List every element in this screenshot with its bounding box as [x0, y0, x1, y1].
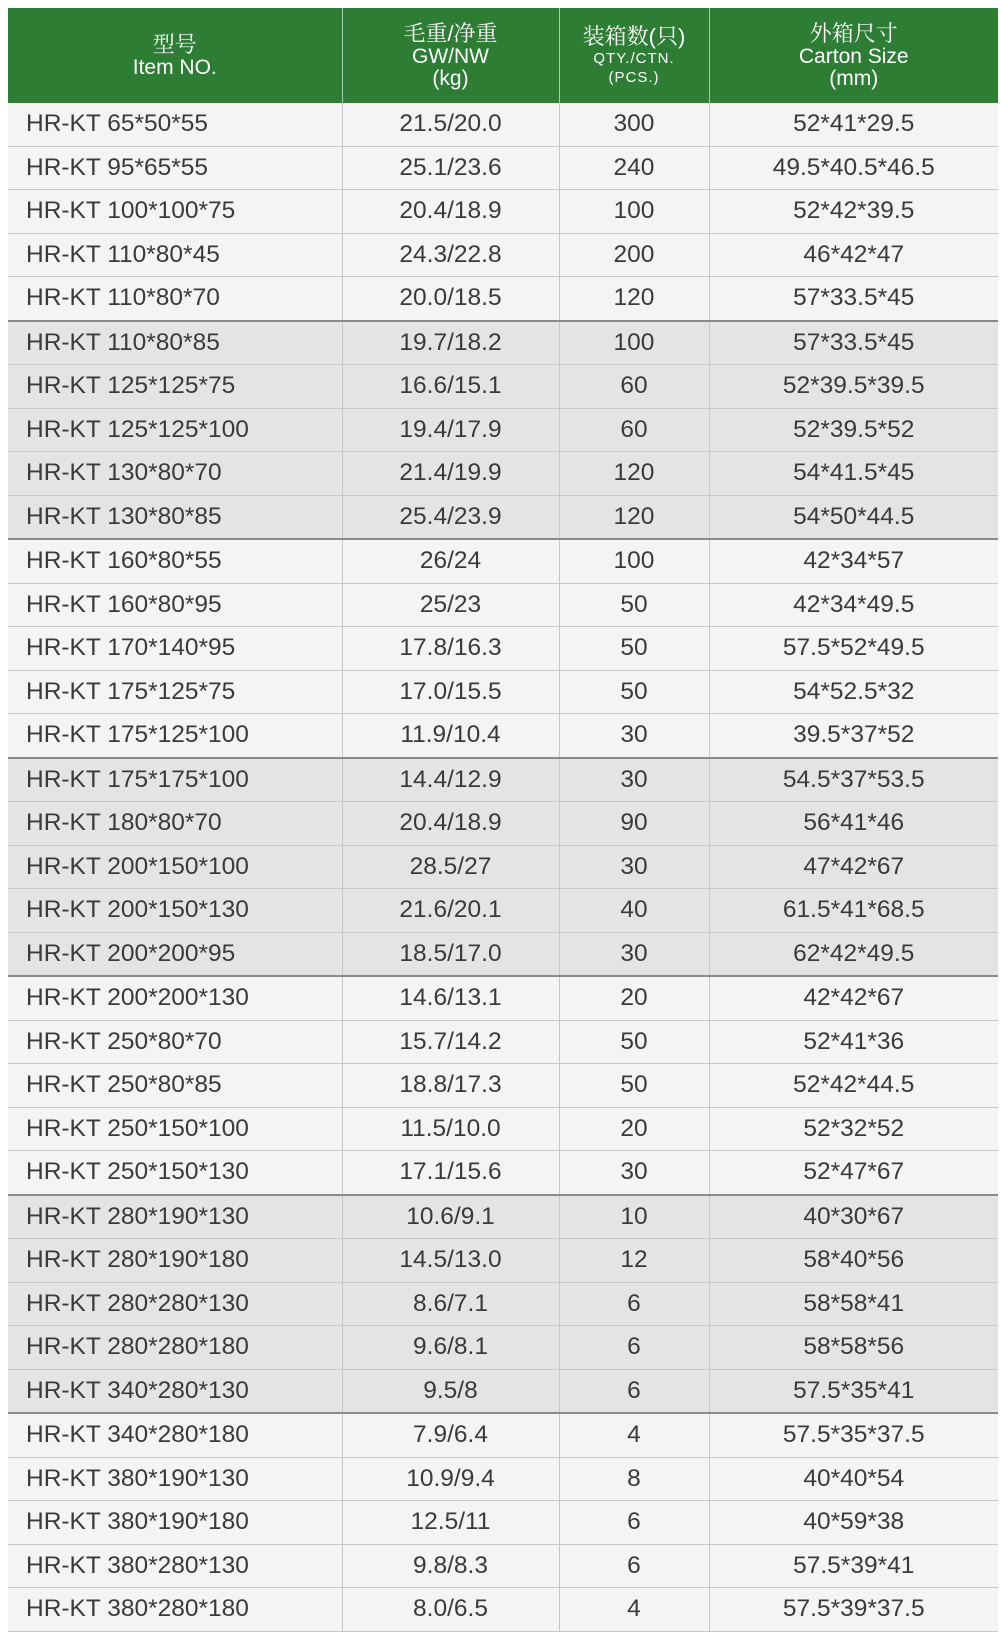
weight-cell: 14.5/13.0 — [342, 1239, 559, 1283]
item-no-cell: HR-KT 380*280*180 — [8, 1588, 342, 1632]
carton-size-cell: 52*39.5*39.5 — [709, 365, 998, 409]
table-row — [8, 1107, 998, 1151]
quantity-cell: 40 — [559, 889, 709, 933]
carton-size-cell: 49.5*40.5*46.5 — [709, 146, 998, 190]
table-row — [8, 714, 998, 758]
carton-spec-sheet — [8, 8, 998, 1632]
item-no-cell: HR-KT 250*150*100 — [8, 1107, 342, 1151]
item-no-cell: HR-KT 250*150*130 — [8, 1151, 342, 1195]
item-no-cell: HR-KT 175*125*100 — [8, 714, 342, 758]
table-row — [8, 277, 998, 321]
carton-size-cell: 57.5*39*37.5 — [709, 1588, 998, 1632]
quantity-cell: 60 — [559, 365, 709, 409]
weight-cell: 25/23 — [342, 583, 559, 627]
carton-size-cell: 40*30*67 — [709, 1195, 998, 1239]
quantity-cell: 4 — [559, 1413, 709, 1457]
quantity-cell: 90 — [559, 802, 709, 846]
weight-cell: 20.4/18.9 — [342, 190, 559, 234]
item-no-cell: HR-KT 130*80*70 — [8, 452, 342, 496]
carton-size-cell: 54*41.5*45 — [709, 452, 998, 496]
quantity-cell: 30 — [559, 758, 709, 802]
carton-size-cell: 40*40*54 — [709, 1457, 998, 1501]
item-no-cell: HR-KT 95*65*55 — [8, 146, 342, 190]
item-no-cell: HR-KT 380*190*130 — [8, 1457, 342, 1501]
weight-cell: 25.4/23.9 — [342, 495, 559, 539]
quantity-cell: 120 — [559, 495, 709, 539]
carton-size-cell: 42*42*67 — [709, 976, 998, 1020]
table-row — [8, 627, 998, 671]
item-no-cell: HR-KT 175*125*75 — [8, 670, 342, 714]
weight-cell: 14.4/12.9 — [342, 758, 559, 802]
table-row — [8, 1326, 998, 1370]
carton-size-cell: 54.5*37*53.5 — [709, 758, 998, 802]
weight-cell: 15.7/14.2 — [342, 1020, 559, 1064]
table-row — [8, 539, 998, 583]
table-row — [8, 845, 998, 889]
item-no-cell: HR-KT 100*100*75 — [8, 190, 342, 234]
carton-size-cell: 57*33.5*45 — [709, 277, 998, 321]
header-weight-en: GW/NW — [412, 44, 489, 68]
quantity-cell: 100 — [559, 321, 709, 365]
item-no-cell: HR-KT 340*280*130 — [8, 1369, 342, 1413]
weight-cell: 20.0/18.5 — [342, 277, 559, 321]
weight-cell: 21.4/19.9 — [342, 452, 559, 496]
item-no-cell: HR-KT 280*280*180 — [8, 1326, 342, 1370]
quantity-cell: 50 — [559, 583, 709, 627]
quantity-cell: 50 — [559, 627, 709, 671]
header-row — [8, 8, 998, 103]
quantity-cell: 30 — [559, 932, 709, 976]
table-row — [8, 583, 998, 627]
quantity-cell: 6 — [559, 1369, 709, 1413]
table-row — [8, 1195, 998, 1239]
quantity-cell: 300 — [559, 103, 709, 146]
quantity-cell: 100 — [559, 190, 709, 234]
weight-cell: 9.6/8.1 — [342, 1326, 559, 1370]
carton-size-cell: 57.5*35*41 — [709, 1369, 998, 1413]
quantity-cell: 240 — [559, 146, 709, 190]
table-row — [8, 1151, 998, 1195]
header-weight-unit: (kg) — [432, 66, 469, 90]
item-no-cell: HR-KT 280*190*180 — [8, 1239, 342, 1283]
table-row — [8, 1020, 998, 1064]
header-carton-size-cn: 外箱尺寸 — [809, 20, 898, 46]
item-no-cell: HR-KT 65*50*55 — [8, 103, 342, 146]
quantity-cell: 120 — [559, 452, 709, 496]
table-row — [8, 1282, 998, 1326]
table-row — [8, 670, 998, 714]
table-row — [8, 1413, 998, 1457]
carton-size-cell: 57.5*35*37.5 — [709, 1413, 998, 1457]
weight-cell: 8.0/6.5 — [342, 1588, 559, 1632]
table-row — [8, 802, 998, 846]
carton-spec-table — [8, 8, 998, 1632]
header-quantity-en: QTY./CTN. — [593, 49, 675, 67]
carton-size-cell: 62*42*49.5 — [709, 932, 998, 976]
item-no-cell: HR-KT 110*80*45 — [8, 233, 342, 277]
item-no-cell: HR-KT 200*200*130 — [8, 976, 342, 1020]
quantity-cell: 6 — [559, 1544, 709, 1588]
quantity-cell: 12 — [559, 1239, 709, 1283]
quantity-cell: 100 — [559, 539, 709, 583]
carton-size-cell: 42*34*49.5 — [709, 583, 998, 627]
weight-cell: 19.4/17.9 — [342, 408, 559, 452]
weight-cell: 9.8/8.3 — [342, 1544, 559, 1588]
weight-cell: 28.5/27 — [342, 845, 559, 889]
carton-size-cell: 52*41*29.5 — [709, 103, 998, 146]
table-row — [8, 103, 998, 146]
quantity-cell: 6 — [559, 1282, 709, 1326]
table-row — [8, 1501, 998, 1545]
quantity-cell: 30 — [559, 714, 709, 758]
carton-size-cell: 52*42*44.5 — [709, 1064, 998, 1108]
table-row — [8, 1457, 998, 1501]
weight-cell: 19.7/18.2 — [342, 321, 559, 365]
table-row — [8, 932, 998, 976]
weight-cell: 18.5/17.0 — [342, 932, 559, 976]
table-row — [8, 1369, 998, 1413]
table-body — [8, 103, 998, 1631]
weight-cell: 16.6/15.1 — [342, 365, 559, 409]
header-quantity-unit: (PCS.) — [608, 68, 660, 86]
weight-cell: 25.1/23.6 — [342, 146, 559, 190]
table-row — [8, 976, 998, 1020]
item-no-cell: HR-KT 170*140*95 — [8, 627, 342, 671]
item-no-cell: HR-KT 250*80*85 — [8, 1064, 342, 1108]
quantity-cell: 20 — [559, 976, 709, 1020]
item-no-cell: HR-KT 110*80*70 — [8, 277, 342, 321]
carton-size-cell: 57.5*52*49.5 — [709, 627, 998, 671]
item-no-cell: HR-KT 110*80*85 — [8, 321, 342, 365]
carton-size-cell: 52*42*39.5 — [709, 190, 998, 234]
header-item-no — [8, 8, 342, 103]
item-no-cell: HR-KT 130*80*85 — [8, 495, 342, 539]
weight-cell: 18.8/17.3 — [342, 1064, 559, 1108]
weight-cell: 10.6/9.1 — [342, 1195, 559, 1239]
table-row — [8, 1588, 998, 1632]
weight-cell: 7.9/6.4 — [342, 1413, 559, 1457]
quantity-cell: 10 — [559, 1195, 709, 1239]
item-no-cell: HR-KT 250*80*70 — [8, 1020, 342, 1064]
weight-cell: 8.6/7.1 — [342, 1282, 559, 1326]
header-item-no-en: Item NO. — [132, 55, 217, 79]
quantity-cell: 8 — [559, 1457, 709, 1501]
table-header — [8, 8, 998, 103]
item-no-cell: HR-KT 160*80*55 — [8, 539, 342, 583]
carton-size-cell: 42*34*57 — [709, 539, 998, 583]
header-weight — [342, 8, 559, 103]
item-no-cell: HR-KT 380*190*180 — [8, 1501, 342, 1545]
item-no-cell: HR-KT 200*200*95 — [8, 932, 342, 976]
table-row — [8, 321, 998, 365]
quantity-cell: 200 — [559, 233, 709, 277]
carton-size-cell: 52*41*36 — [709, 1020, 998, 1064]
carton-size-cell: 52*32*52 — [709, 1107, 998, 1151]
item-no-cell: HR-KT 125*125*100 — [8, 408, 342, 452]
quantity-cell: 30 — [559, 1151, 709, 1195]
carton-size-cell: 40*59*38 — [709, 1501, 998, 1545]
quantity-cell: 6 — [559, 1501, 709, 1545]
carton-size-cell: 46*42*47 — [709, 233, 998, 277]
weight-cell: 17.8/16.3 — [342, 627, 559, 671]
weight-cell: 21.6/20.1 — [342, 889, 559, 933]
weight-cell: 17.0/15.5 — [342, 670, 559, 714]
weight-cell: 26/24 — [342, 539, 559, 583]
quantity-cell: 20 — [559, 1107, 709, 1151]
item-no-cell: HR-KT 200*150*100 — [8, 845, 342, 889]
item-no-cell: HR-KT 200*150*130 — [8, 889, 342, 933]
weight-cell: 12.5/11 — [342, 1501, 559, 1545]
weight-cell: 9.5/8 — [342, 1369, 559, 1413]
weight-cell: 20.4/18.9 — [342, 802, 559, 846]
item-no-cell: HR-KT 125*125*75 — [8, 365, 342, 409]
carton-size-cell: 52*39.5*52 — [709, 408, 998, 452]
carton-size-cell: 47*42*67 — [709, 845, 998, 889]
carton-size-cell: 56*41*46 — [709, 802, 998, 846]
carton-size-cell: 57*33.5*45 — [709, 321, 998, 365]
weight-cell: 24.3/22.8 — [342, 233, 559, 277]
header-carton-size — [709, 8, 998, 103]
table-row — [8, 1064, 998, 1108]
quantity-cell: 60 — [559, 408, 709, 452]
quantity-cell: 50 — [559, 670, 709, 714]
carton-size-cell: 58*40*56 — [709, 1239, 998, 1283]
weight-cell: 11.5/10.0 — [342, 1107, 559, 1151]
table-row — [8, 190, 998, 234]
header-quantity — [559, 8, 709, 103]
carton-size-cell: 39.5*37*52 — [709, 714, 998, 758]
weight-cell: 10.9/9.4 — [342, 1457, 559, 1501]
table-row — [8, 758, 998, 802]
table-row — [8, 365, 998, 409]
carton-size-cell: 58*58*56 — [709, 1326, 998, 1370]
item-no-cell: HR-KT 280*280*130 — [8, 1282, 342, 1326]
table-row — [8, 889, 998, 933]
quantity-cell: 120 — [559, 277, 709, 321]
table-row — [8, 1239, 998, 1283]
quantity-cell: 4 — [559, 1588, 709, 1632]
item-no-cell: HR-KT 380*280*130 — [8, 1544, 342, 1588]
weight-cell: 17.1/15.6 — [342, 1151, 559, 1195]
item-no-cell: HR-KT 340*280*180 — [8, 1413, 342, 1457]
header-quantity-cn: 装箱数(只) — [582, 23, 686, 49]
quantity-cell: 50 — [559, 1020, 709, 1064]
item-no-cell: HR-KT 160*80*95 — [8, 583, 342, 627]
header-carton-size-en: Carton Size — [798, 44, 909, 68]
weight-cell: 21.5/20.0 — [342, 103, 559, 146]
carton-size-cell: 54*50*44.5 — [709, 495, 998, 539]
carton-size-cell: 58*58*41 — [709, 1282, 998, 1326]
quantity-cell: 30 — [559, 845, 709, 889]
quantity-cell: 50 — [559, 1064, 709, 1108]
item-no-cell: HR-KT 280*190*130 — [8, 1195, 342, 1239]
carton-size-cell: 52*47*67 — [709, 1151, 998, 1195]
carton-size-cell: 57.5*39*41 — [709, 1544, 998, 1588]
table-row — [8, 408, 998, 452]
quantity-cell: 6 — [559, 1326, 709, 1370]
weight-cell: 11.9/10.4 — [342, 714, 559, 758]
table-row — [8, 495, 998, 539]
header-weight-cn: 毛重/净重 — [403, 20, 498, 46]
table-row — [8, 1544, 998, 1588]
table-row — [8, 233, 998, 277]
carton-size-cell: 54*52.5*32 — [709, 670, 998, 714]
item-no-cell: HR-KT 180*80*70 — [8, 802, 342, 846]
carton-size-cell: 61.5*41*68.5 — [709, 889, 998, 933]
table-row — [8, 146, 998, 190]
weight-cell: 14.6/13.1 — [342, 976, 559, 1020]
header-carton-size-unit: (mm) — [829, 66, 879, 90]
header-item-no-cn: 型号 — [152, 31, 197, 57]
table-row — [8, 452, 998, 496]
item-no-cell: HR-KT 175*175*100 — [8, 758, 342, 802]
